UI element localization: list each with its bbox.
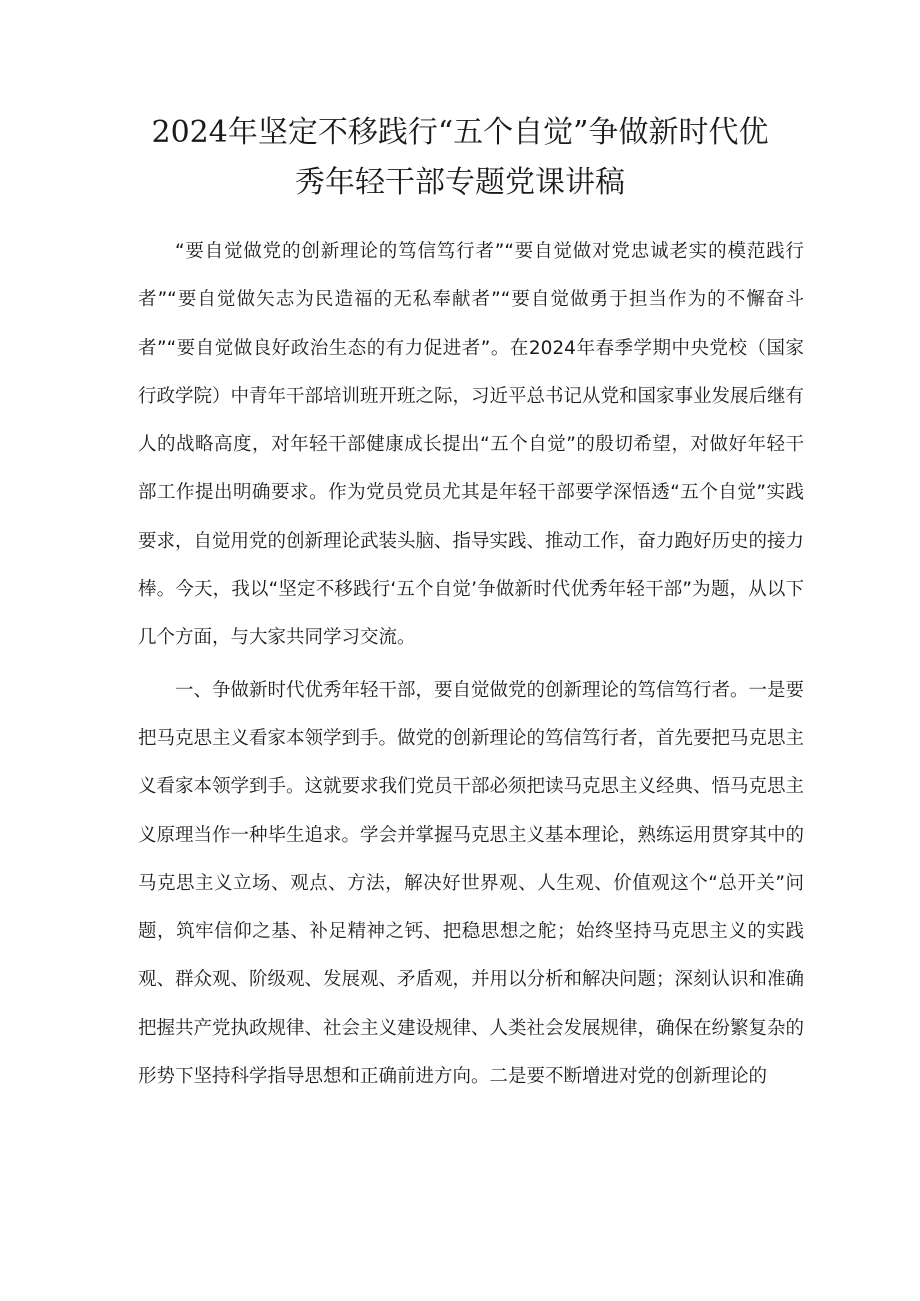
title-line-1: 2024年坚定不移践行“五个自觉”争做新时代优 bbox=[151, 115, 769, 150]
document-title bbox=[100, 108, 820, 208]
paragraph-intro: “要自觉做党的创新理论的笃信笃行者”“要自觉做对党忠诚老实的模范践行者”“要自觉做矢志为民造福的无私奉献者”“要自觉做勇于担当作为的不懈奋斗者”“要自觉做良好政治生态的有力促进者”。在2024年春季学期中央党校（国家行政学院）中青年干部培训班开班之际，习近平总书记从党和国家事业发展后继有人的战略高度，对年轻干部健康成长提出“五个自觉”的殷切希望，对做好年轻干部工作提出明确要求。作为党员党员尤其是年轻干部要学深悟透“五个自觉”实践要求，自觉用党的创新理论武装头脑、指导实践、推动工作，奋力跑好历史的接力棒。今天，我以“坚定不移践行‘五个自觉’争做新时代优秀年轻干部”为题，从以下几个方面，与大家共同学习交流。 bbox=[138, 241, 805, 649]
document-body bbox=[138, 228, 804, 1105]
paragraph-section-one: 一、争做新时代优秀年轻干部，要自觉做党的创新理论的笃信笃行者。一是要把马克思主义看家本领学到手。做党的创新理论的笃信笃行者，首先要把马克思主义看家本领学到手。这就要求我们党员干部必须把读马克思主义经典、悟马克思主义原理当作一种毕生追求。学会并掌握马克思主义基本理论，熟练运用贯穿其中的马克思主义立场、观点、方法，解决好世界观、人生观、价值观这个“总开关”问题，筑牢信仰之基、补足精神之钙、把稳思想之舵；始终坚持马克思主义的实践观、群众观、阶级观、发展观、矛盾观，并用以分析和解决问题；深刻认识和准确把握共产党执政规律、社会主义建设规律、人类社会发展规律，确保在纷繁复杂的形势下坚持科学指导思想和正确前进方向。二是要不断增进对党的创新理论的 bbox=[138, 679, 805, 1088]
title-line-2: 秀年轻干部专题党课讲稿 bbox=[295, 165, 625, 200]
